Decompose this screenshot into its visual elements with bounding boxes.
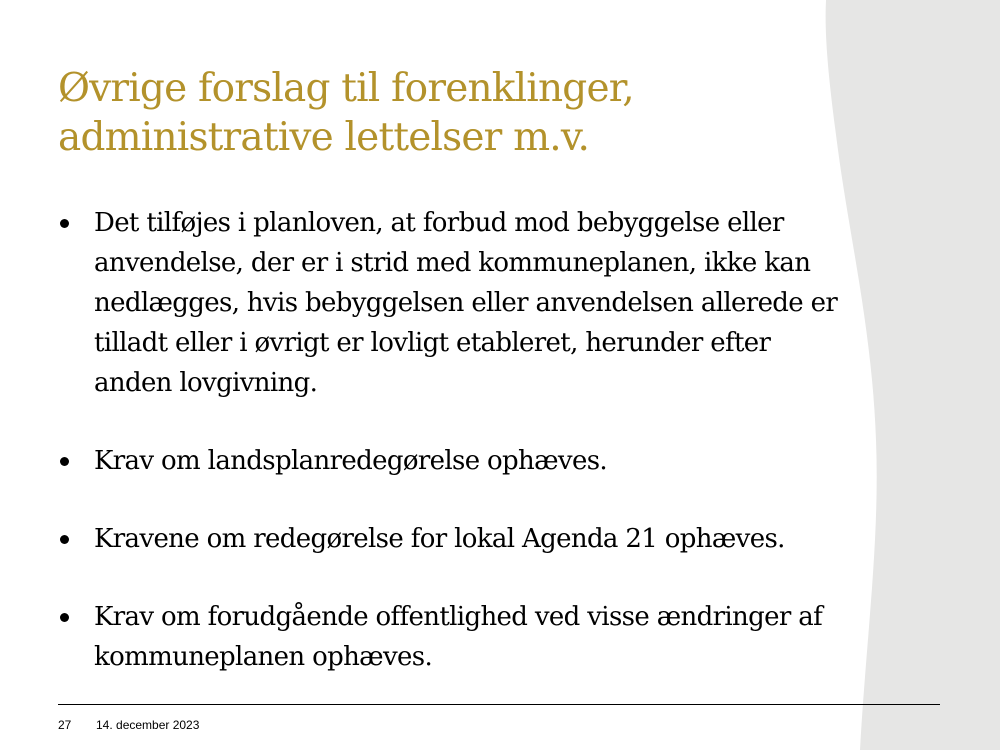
footer-divider [58, 704, 940, 705]
page-number: 27 [58, 718, 72, 732]
bullet-item-3 [58, 519, 938, 559]
bullet-dot-icon [60, 613, 69, 622]
bullet-1-line-1: Det tilføjes i planloven, at forbud mod bebyggelse eller [94, 208, 784, 238]
title-line-2: administrative lettelser m.v. [58, 115, 590, 160]
bullet-item-4 [58, 597, 938, 677]
bullet-1-line-5: anden lovgivning. [94, 368, 318, 398]
bullet-item-1 [58, 203, 938, 403]
bullet-1-line-2: anvendelse, der er i strid med kommuneplanen, ikke kan [94, 248, 811, 278]
slide-footer [58, 717, 199, 733]
footer-date: 14. december 2023 [96, 718, 200, 732]
bullet-4-line-1: Krav om forudgående offentlighed ved visse ændringer af [94, 602, 823, 632]
slide-title [58, 64, 858, 162]
title-line-1: Øvrige forslag til forenklinger, [58, 66, 634, 111]
bullet-1-line-4: tilladt eller i øvrigt er lovligt etableret, herunder efter [94, 328, 771, 358]
bullet-dot-icon [60, 219, 69, 228]
bullet-dot-icon [60, 535, 69, 544]
bullet-2-line-1: Krav om landsplanredegørelse ophæves. [94, 446, 608, 476]
bullet-3-line-1: Kravene om redegørelse for lokal Agenda 21 ophæves. [94, 524, 785, 554]
bullet-4-line-2: kommuneplanen ophæves. [94, 642, 433, 672]
bullet-list [58, 203, 938, 677]
bullet-1-line-3: nedlægges, hvis bebyggelsen eller anvendelsen allerede er [94, 288, 838, 318]
bullet-dot-icon [60, 457, 69, 466]
bullet-item-2 [58, 441, 938, 481]
